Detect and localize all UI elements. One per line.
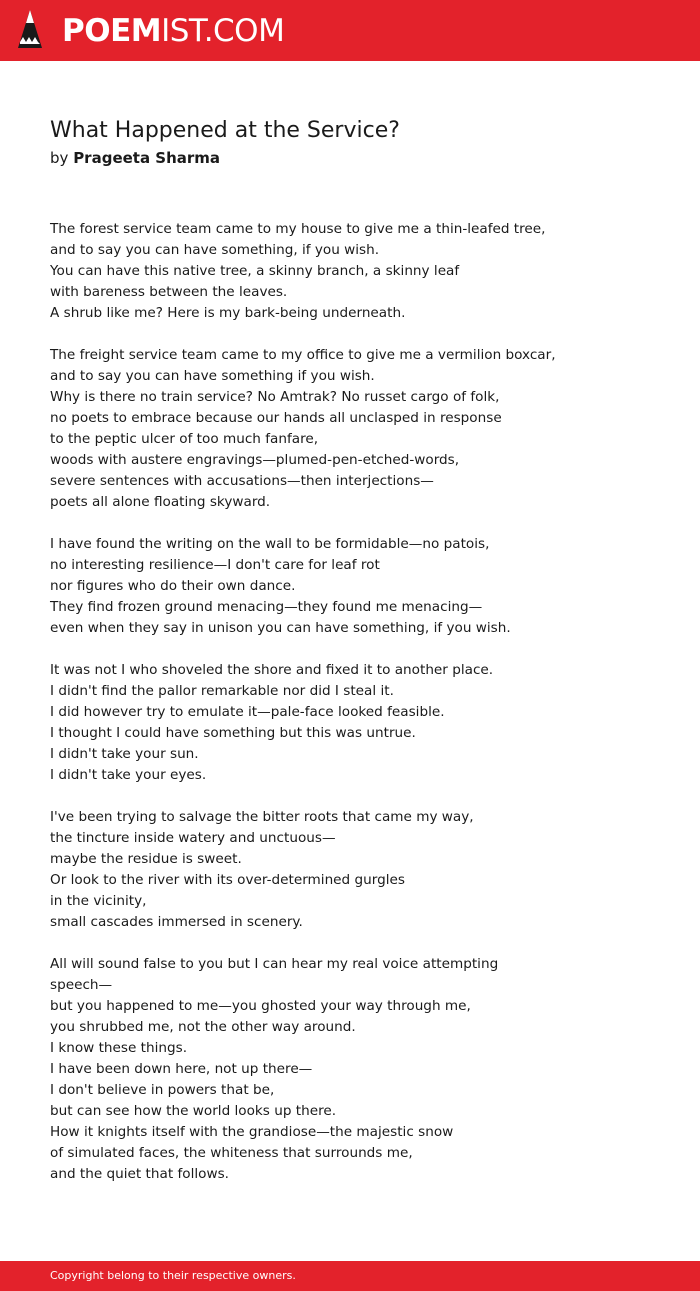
poem-line: even when they say in unison you can have something, if you wish. bbox=[50, 620, 511, 636]
poem-line: I don't believe in powers that be, bbox=[50, 1082, 275, 1098]
poem-line: You can have this native tree, a skinny branch, a skinny leaf bbox=[50, 263, 460, 279]
poem-line: I've been trying to salvage the bitter roots that came my way, bbox=[50, 809, 474, 825]
poem-line: severe sentences with accusations—then interjections— bbox=[50, 473, 434, 489]
poem-line: I didn't take your eyes. bbox=[50, 767, 207, 783]
poem-line: the tincture inside watery and unctuous— bbox=[50, 830, 336, 846]
stanza bbox=[50, 660, 670, 786]
poem-line: no poets to embrace because our hands all unclasped in response bbox=[50, 410, 502, 426]
poem-line: poets all alone floating skyward. bbox=[50, 494, 271, 510]
poem-line: woods with austere engravings—plumed-pen-etched-words, bbox=[50, 452, 460, 468]
poem-line: maybe the residue is sweet. bbox=[50, 851, 242, 867]
poem-line: and the quiet that follows. bbox=[50, 1166, 229, 1182]
poem-line: and to say you can have something if you wish. bbox=[50, 368, 375, 384]
stanza bbox=[50, 219, 670, 324]
by-label: by bbox=[50, 149, 69, 167]
poem-line: in the vicinity, bbox=[50, 893, 147, 909]
poem-line: All will sound false to you but I can hear my real voice attempting bbox=[50, 956, 499, 972]
site-footer bbox=[0, 1261, 700, 1291]
author-name: Prageeta Sharma bbox=[73, 149, 221, 167]
poem-line: Or look to the river with its over-determined gurgles bbox=[50, 872, 405, 888]
poem-line: and to say you can have something, if you wish. bbox=[50, 242, 380, 258]
poem-line: I know these things. bbox=[50, 1040, 188, 1056]
poem-line: to the peptic ulcer of too much fanfare, bbox=[50, 431, 319, 447]
poem-title: What Happened at the Service? bbox=[50, 118, 400, 143]
poem-line: The forest service team came to my house to give me a thin-leafed tree, bbox=[50, 221, 546, 237]
poem-line: I have been down here, not up there— bbox=[50, 1061, 313, 1077]
poem-line: I thought I could have something but this was untrue. bbox=[50, 725, 416, 741]
poem-line: The freight service team came to my office to give me a vermilion boxcar, bbox=[50, 347, 556, 363]
stanza bbox=[50, 807, 670, 933]
poem-line: of simulated faces, the whiteness that surrounds me, bbox=[50, 1145, 413, 1161]
pencil-icon[interactable] bbox=[18, 10, 42, 50]
stanza bbox=[50, 345, 670, 513]
poem-line: I did however try to emulate it—pale-face looked feasible. bbox=[50, 704, 445, 720]
poem-line: A shrub like me? Here is my bark-being underneath. bbox=[50, 305, 406, 321]
poem-line: no interesting resilience—I don't care for leaf rot bbox=[50, 557, 380, 573]
poem-body bbox=[50, 219, 670, 1206]
logo-text-light: IST.COM bbox=[161, 13, 285, 49]
poem-line: speech— bbox=[50, 977, 113, 993]
site-header bbox=[0, 0, 700, 61]
poem-line: nor figures who do their own dance. bbox=[50, 578, 296, 594]
poem-line: How it knights itself with the grandiose—the majestic snow bbox=[50, 1124, 454, 1140]
poem-line: It was not I who shoveled the shore and fixed it to another place. bbox=[50, 662, 494, 678]
poem-line: I have found the writing on the wall to be formidable—no patois, bbox=[50, 536, 490, 552]
poem-line: They find frozen ground menacing—they found me menacing— bbox=[50, 599, 483, 615]
byline bbox=[50, 148, 220, 168]
poem-line: with bareness between the leaves. bbox=[50, 284, 288, 300]
poem-line: but can see how the world looks up there. bbox=[50, 1103, 337, 1119]
poem-line: you shrubbed me, not the other way around. bbox=[50, 1019, 356, 1035]
stanza bbox=[50, 534, 670, 639]
stanza bbox=[50, 954, 670, 1185]
site-logo[interactable] bbox=[62, 14, 284, 48]
poem-line: but you happened to me—you ghosted your way through me, bbox=[50, 998, 471, 1014]
copyright-notice: Copyright belong to their respective owners. bbox=[50, 1269, 296, 1282]
poem-line: Why is there no train service? No Amtrak? No russet cargo of folk, bbox=[50, 389, 500, 405]
poem-line: small cascades immersed in scenery. bbox=[50, 914, 303, 930]
poem-line: I didn't take your sun. bbox=[50, 746, 199, 762]
logo-text-bold: POEM bbox=[62, 13, 162, 49]
poem-line: I didn't find the pallor remarkable nor did I steal it. bbox=[50, 683, 394, 699]
